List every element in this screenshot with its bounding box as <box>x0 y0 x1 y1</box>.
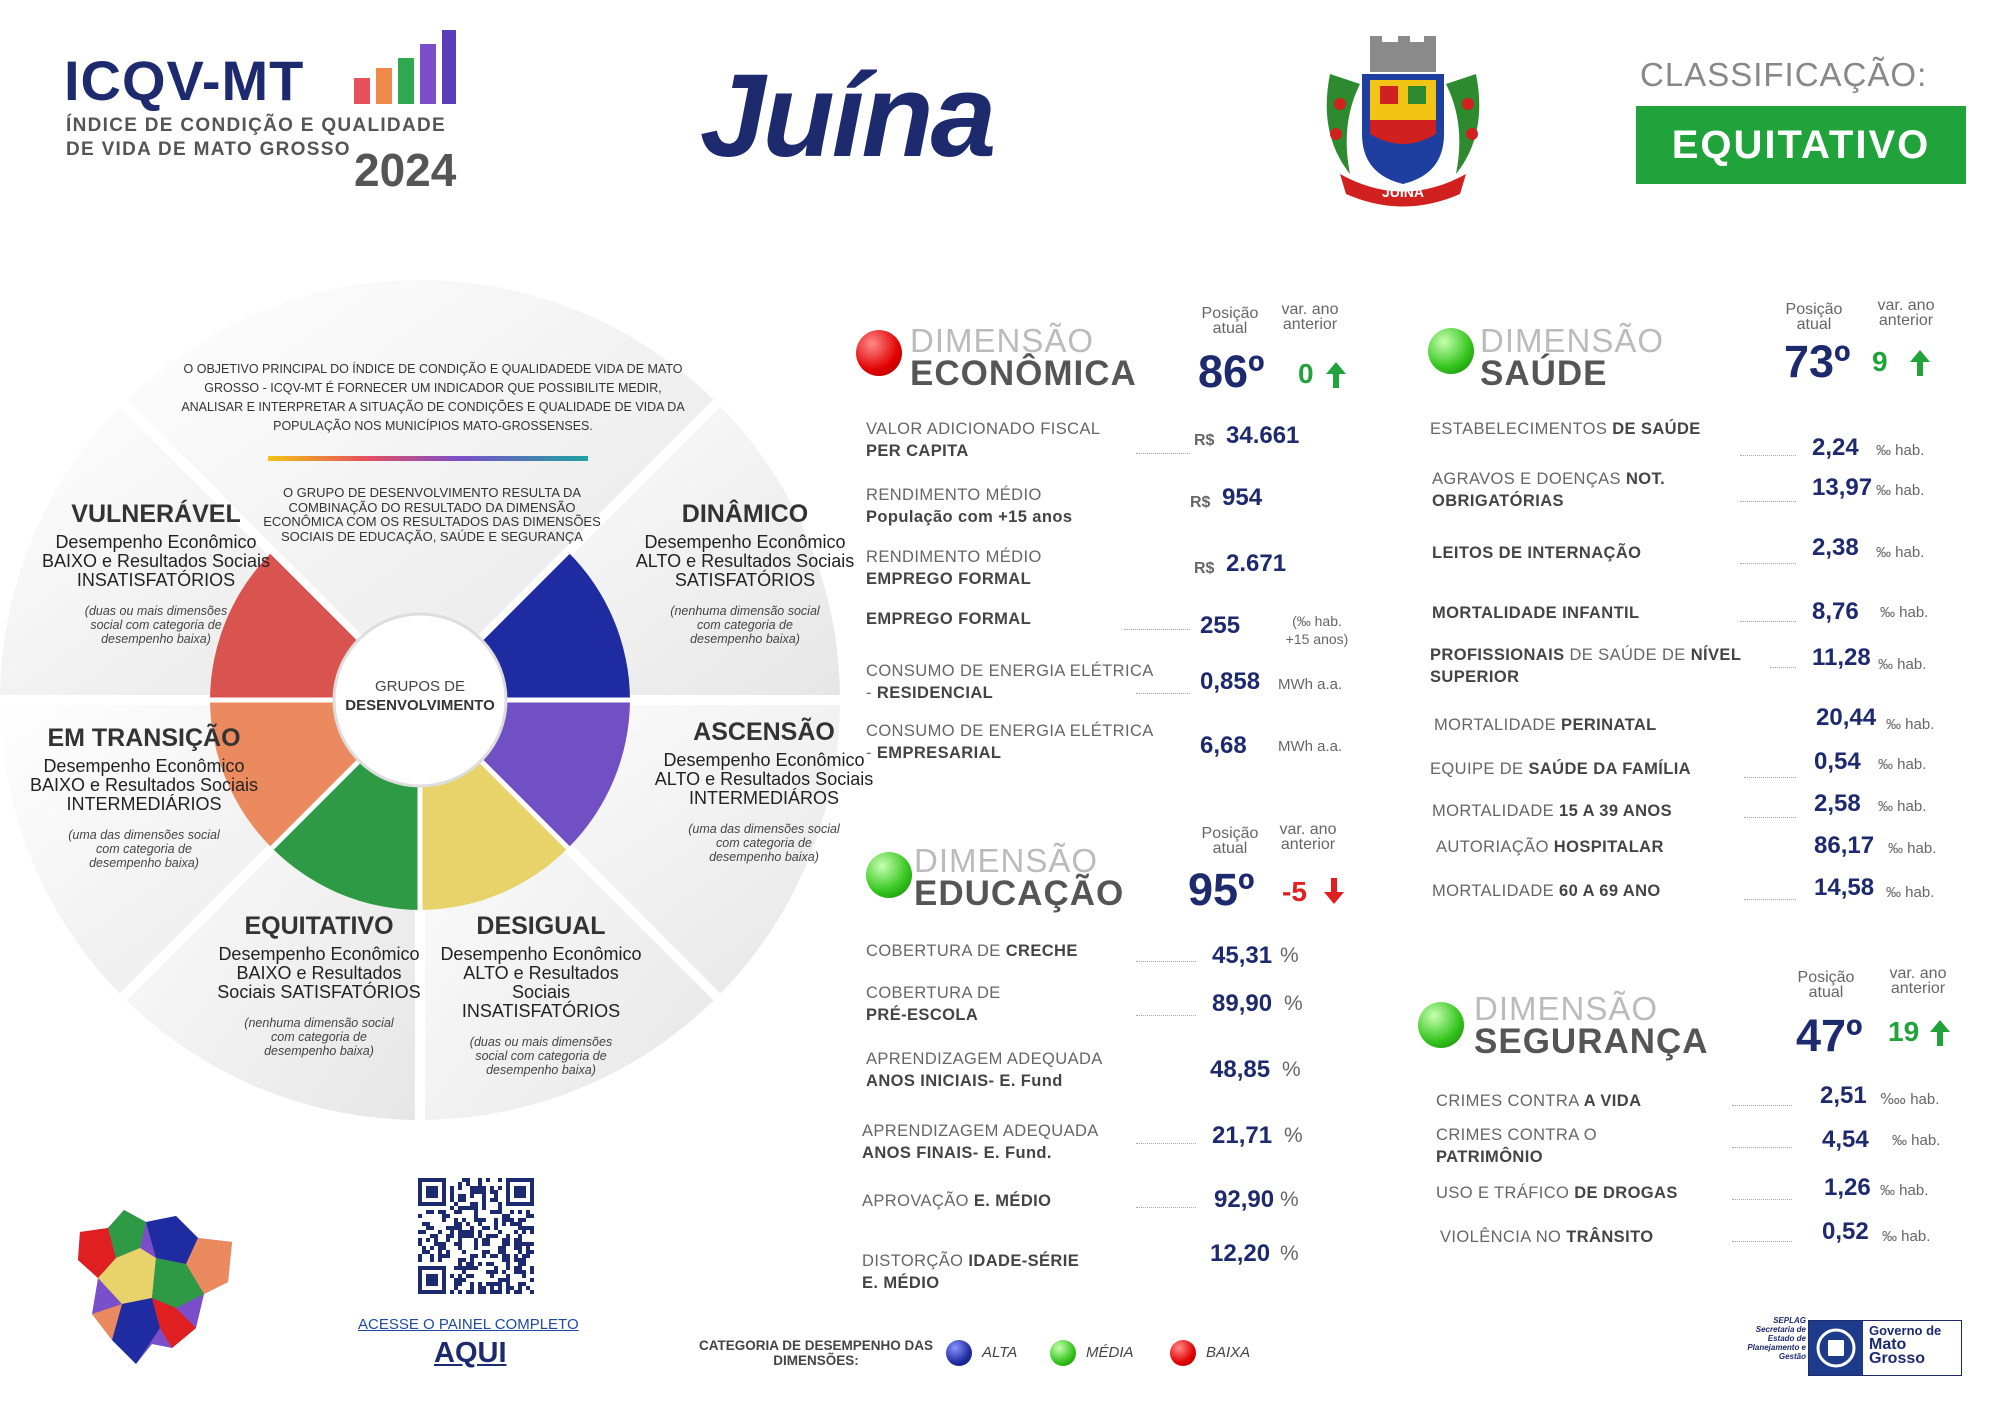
brand-title: ICQV-MT <box>64 49 305 112</box>
edu-row-5-unit: % <box>1280 1188 1299 1211</box>
rainbow-divider <box>268 456 588 461</box>
edu-row-4-unit: % <box>1284 1124 1303 1147</box>
desigual-desc: Desempenho Econômico ALTO e Resultados Sociais INSATISFATÓRIOS <box>440 944 642 1021</box>
sau-row-5-unit: ‰ hab. <box>1878 656 1927 673</box>
economica-dimensao-word: DIMENSÃO <box>910 322 1095 359</box>
sau-row-8-leader <box>1744 816 1796 818</box>
seg-row-2-value: 4,54 <box>1822 1126 1869 1153</box>
edu-row-2-label: COBERTURA DE PRÉ-ESCOLA <box>866 984 1001 1024</box>
eco-row-2-value: 954 <box>1222 484 1263 511</box>
edu-row-3-value: 48,85 <box>1210 1056 1271 1083</box>
gov-logo-box <box>1808 1320 1962 1376</box>
legend-title: CATEGORIA DE DESEMPENHO DAS DIMENSÕES: <box>698 1338 934 1368</box>
edu-row-6-label: DISTORÇÃO IDADE-SÉRIE E. MÉDIO <box>862 1252 1080 1292</box>
wheel-center-line2: DESENVOLVIMENTO <box>345 697 495 714</box>
sau-row-4-leader <box>1740 620 1796 622</box>
brand-subtitle: ÍNDICE DE CONDIÇÃO E QUALIDADE DE VIDA DE MATO GROSSO <box>66 115 446 160</box>
vulneravel-title: VULNERÁVEL <box>71 500 241 528</box>
eco-row-5-leader <box>1136 692 1190 694</box>
city-crest-icon <box>1310 34 1496 208</box>
economica-var: 0 <box>1298 358 1314 389</box>
legend-baixa-label: BAIXA <box>1206 1344 1251 1361</box>
seg-row-1-unit: ‱ hab. <box>1880 1091 1940 1108</box>
seg-row-3-value: 1,26 <box>1824 1174 1871 1201</box>
gov-seal-icon <box>1809 1321 1863 1375</box>
sau-row-4-value: 8,76 <box>1812 598 1859 625</box>
saude-dimensao-word: DIMENSÃO <box>1480 322 1665 359</box>
seguranca-posicao-label: Posição atual <box>1797 969 1855 1001</box>
label-desigual <box>436 912 646 1077</box>
brand-bars-icon <box>352 28 458 106</box>
sau-row-2-value: 13,97 <box>1812 474 1873 501</box>
seg-row-4-leader <box>1732 1240 1792 1242</box>
sau-row-1-unit: ‰ hab. <box>1876 442 1925 459</box>
seplag-text: SEPLAG Secretaria de Estado de Planejamento e Gestão <box>1747 1316 1806 1361</box>
dinamico-title: DINÂMICO <box>681 500 809 528</box>
vulneravel-note: (duas ou mais dimensões social com categoria de desempenho baixa) <box>84 604 228 646</box>
edu-row-1-unit: % <box>1280 944 1299 967</box>
label-transicao <box>24 724 264 870</box>
legend-baixa-dot <box>1170 1340 1196 1366</box>
dinamico-desc: Desempenho Econômico ALTO e Resultados Sociais SATISFATÓRIOS <box>635 532 855 590</box>
seg-row-2-label: CRIMES CONTRA O PATRIMÔNIO <box>1436 1126 1597 1166</box>
eco-row-5-label: CONSUMO DE ENERGIA ELÉTRICA - RESIDENCIAL <box>866 662 1154 702</box>
eco-row-1-label: VALOR ADICIONADO FISCAL PER CAPITA <box>866 420 1101 460</box>
educacao-var: -5 <box>1282 876 1307 907</box>
edu-row-2-leader <box>1136 1014 1196 1016</box>
eco-row-4-leader <box>1124 628 1190 630</box>
eco-row-2-label: RENDIMENTO MÉDIO População com +15 anos <box>866 486 1073 526</box>
edu-row-1-value: 45,31 <box>1212 942 1273 969</box>
mato-grosso-map-icon <box>76 1208 236 1370</box>
ascensao-desc: Desempenho Econômico ALTO e Resultados Sociais INTERMEDIÁROS <box>654 750 874 808</box>
seg-row-3-leader <box>1732 1198 1792 1200</box>
saude-var-label: var. ano anterior <box>1877 297 1935 329</box>
desigual-note: (duas ou mais dimensões social com categoria de desempenho baixa) <box>469 1035 613 1077</box>
legend-alta-label: ALTA <box>982 1344 1018 1361</box>
equitativo-desc: Desempenho Econômico BAIXO e Resultados Sociais SATISFATÓRIOS <box>217 944 421 1002</box>
seg-row-1-label: CRIMES CONTRA A VIDA <box>1436 1092 1642 1110</box>
label-ascensao <box>644 718 884 864</box>
wheel-intro-text: O OBJETIVO PRINCIPAL DO ÍNDICE DE CONDIÇÃO E QUALIDADEDE VIDA DE MATO GROSSO - ICQV-MT É FORNECER UM INDICADOR QUE POSSIBILITE MEDIR, ANALISAR E INTERPRETAR A SITUAÇÃO DE CONDIÇÕES E QUALIDADE DE VIDA DA POPULAÇÃO NOS MUNICÍPIOS MATO-GROSSENSES. <box>181 362 685 433</box>
sau-row-3-value: 2,38 <box>1812 534 1859 561</box>
seg-row-4-label: VIOLÊNCIA NO TRÂNSITO <box>1440 1228 1654 1246</box>
edu-row-6-unit: % <box>1280 1242 1299 1265</box>
seguranca-rank: 47º <box>1796 1010 1863 1061</box>
saude-status-dot <box>1428 328 1474 374</box>
eco-row-1-value: 34.661 <box>1226 422 1300 449</box>
sau-row-7-leader <box>1744 776 1796 778</box>
transicao-title: EM TRANSIÇÃO <box>47 724 241 752</box>
seguranca-status-dot <box>1418 1002 1464 1048</box>
educacao-rank: 95º <box>1188 864 1255 915</box>
edu-row-5-value: 92,90 <box>1214 1186 1275 1213</box>
educacao-title: EDUCAÇÃO <box>914 874 1125 913</box>
qr-code-icon[interactable] <box>418 1178 534 1294</box>
sau-row-9-value: 86,17 <box>1814 832 1875 859</box>
edu-row-4-leader <box>1136 1142 1196 1144</box>
saude-title: SAÚDE <box>1480 354 1608 393</box>
eco-row-3-value: 2.671 <box>1226 550 1287 577</box>
edu-row-3-unit: % <box>1282 1058 1301 1081</box>
edu-row-6-value: 12,20 <box>1210 1240 1271 1267</box>
arrow-down-icon <box>1322 876 1346 906</box>
edu-row-2-unit: % <box>1284 992 1303 1015</box>
label-vulneravel <box>40 500 272 646</box>
economica-rank: 86º <box>1198 346 1265 397</box>
edu-row-1-leader <box>1136 960 1196 962</box>
sau-row-4-label: MORTALIDADE INFANTIL <box>1432 604 1640 622</box>
sau-row-6-unit: ‰ hab. <box>1886 716 1935 733</box>
sau-row-5-label: PROFISSIONAIS DE SAÚDE DE NÍVEL SUPERIOR <box>1430 646 1742 686</box>
eco-row-4-unit: (‰ hab. +15 anos) <box>1285 613 1349 647</box>
sau-row-7-unit: ‰ hab. <box>1878 756 1927 773</box>
sau-row-6-value: 20,44 <box>1816 704 1877 731</box>
educacao-status-dot <box>866 852 912 898</box>
seg-row-4-value: 0,52 <box>1822 1218 1869 1245</box>
educacao-dimensao-word: DIMENSÃO <box>914 842 1099 879</box>
seg-row-1-value: 2,51 <box>1820 1082 1867 1109</box>
sau-row-6-label: MORTALIDADE PERINATAL <box>1434 716 1657 734</box>
transicao-note: (uma das dimensões social com categoria de desempenho baixa) <box>68 828 220 870</box>
legend-alta-dot <box>946 1340 972 1366</box>
eco-row-3-currency: R$ <box>1194 560 1215 577</box>
seguranca-var: 19 <box>1888 1016 1920 1047</box>
sau-row-2-unit: ‰ hab. <box>1876 482 1925 499</box>
label-equitativo <box>214 912 424 1058</box>
sau-row-7-label: EQUIPE DE SAÚDE DA FAMÍLIA <box>1430 760 1691 778</box>
seg-row-2-leader <box>1732 1146 1792 1148</box>
edu-row-5-leader <box>1136 1206 1196 1208</box>
transicao-desc: Desempenho Econômico BAIXO e Resultados Sociais INTERMEDIÁRIOS <box>29 756 259 814</box>
seg-row-2-unit: ‰ hab. <box>1892 1132 1941 1149</box>
sau-row-3-label: LEITOS DE INTERNAÇÃO <box>1432 544 1642 562</box>
sau-row-10-label: MORTALIDADE 60 A 69 ANO <box>1432 882 1661 900</box>
classification-label: CLASSIFICAÇÃO: <box>1640 56 1928 93</box>
arrow-up-icon <box>1928 1018 1952 1048</box>
eco-row-5-unit: MWh a.a. <box>1278 676 1343 693</box>
eco-row-1-leader <box>1136 452 1190 454</box>
arrow-up-icon <box>1908 348 1932 378</box>
ascensao-note: (uma das dimensões social com categoria de desempenho baixa) <box>688 822 840 864</box>
edu-row-4-value: 21,71 <box>1212 1122 1273 1149</box>
sau-row-3-leader <box>1740 562 1796 564</box>
edu-row-3-label: APRENDIZAGEM ADEQUADA ANOS INICIAIS- E. Fund <box>866 1050 1103 1090</box>
eco-row-5-value: 0,858 <box>1200 668 1261 695</box>
sau-row-9-unit: ‰ hab. <box>1888 840 1937 857</box>
edu-row-2-value: 89,90 <box>1212 990 1273 1017</box>
sau-row-7-value: 0,54 <box>1814 748 1861 775</box>
sau-row-10-value: 14,58 <box>1814 874 1875 901</box>
sau-row-10-leader <box>1744 898 1796 900</box>
economica-posicao-label: Posição atual <box>1201 305 1259 337</box>
educacao-var-label: var. ano anterior <box>1279 821 1337 853</box>
equitativo-note: (nenhuma dimensão social com categoria de desempenho baixa) <box>244 1016 394 1058</box>
saude-posicao-label: Posição atual <box>1785 301 1843 333</box>
label-dinamico <box>630 500 860 646</box>
eco-row-6-unit: MWh a.a. <box>1278 738 1343 755</box>
sau-row-5-leader <box>1770 666 1796 668</box>
sau-row-3-unit: ‰ hab. <box>1876 544 1925 561</box>
eco-row-3-label: RENDIMENTO MÉDIO EMPREGO FORMAL <box>866 548 1042 588</box>
seg-row-1-leader <box>1732 1104 1792 1106</box>
sau-row-4-unit: ‰ hab. <box>1880 604 1929 621</box>
seg-row-3-label: USO E TRÁFICO DE DROGAS <box>1436 1184 1678 1202</box>
sau-row-1-label: ESTABELECIMENTOS DE SAÚDE <box>1430 420 1701 438</box>
brand-year: 2024 <box>354 144 457 196</box>
edu-row-5-label: APROVAÇÃO E. MÉDIO <box>862 1192 1052 1210</box>
arrow-up-icon <box>1324 360 1348 390</box>
sau-row-5-value: 11,28 <box>1812 644 1871 671</box>
gov-name: Governo de Mato Grosso <box>1869 1323 1942 1367</box>
sau-row-2-leader <box>1740 500 1796 502</box>
equitativo-title: EQUITATIVO <box>244 912 394 940</box>
seguranca-title: SEGURANÇA <box>1474 1022 1709 1061</box>
sau-row-2-label: AGRAVOS E DOENÇAS NOT. OBRIGATÓRIAS <box>1432 470 1666 510</box>
wheel-group-text: O GRUPO DE DESENVOLVIMENTO RESULTA DA COMBINAÇÃO DO RESULTADO DA DIMENSÃO ECONÔMICA COM OS RESULTADOS DAS DIMENSÕES SOCIAIS DE EDUCAÇÃO, SAÚDE E SEGURANÇA <box>263 485 601 544</box>
legend-media-label: MÉDIA <box>1086 1344 1134 1361</box>
wheel-center-line1: GRUPOS DE <box>374 678 466 695</box>
sau-row-8-label: MORTALIDADE 15 A 39 ANOS <box>1432 802 1673 820</box>
educacao-posicao-label: Posição atual <box>1201 825 1259 857</box>
ascensao-title: ASCENSÃO <box>693 718 835 746</box>
eco-row-6-label: CONSUMO DE ENERGIA ELÉTRICA - EMPRESARIAL <box>866 722 1154 762</box>
sau-row-8-unit: ‰ hab. <box>1878 798 1927 815</box>
aqui-link[interactable]: AQUI <box>434 1337 507 1369</box>
sau-row-8-value: 2,58 <box>1814 790 1861 817</box>
vulneravel-desc: Desempenho Econômico BAIXO e Resultados Sociais INSATISFATÓRIOS <box>41 532 271 590</box>
sau-row-9-label: AUTORIAÇÃO HOSPITALAR <box>1436 838 1664 856</box>
economica-var-label: var. ano anterior <box>1281 301 1339 333</box>
eco-row-2-currency: R$ <box>1190 494 1211 511</box>
sau-row-1-leader <box>1740 454 1796 456</box>
eco-row-4-value: 255 <box>1200 612 1241 639</box>
seguranca-var-label: var. ano anterior <box>1889 965 1947 997</box>
seg-row-3-unit: ‰ hab. <box>1880 1182 1929 1199</box>
eco-row-6-value: 6,68 <box>1200 732 1247 759</box>
sau-row-10-unit: ‰ hab. <box>1886 884 1935 901</box>
edu-row-4-label: APRENDIZAGEM ADEQUADA ANOS FINAIS- E. Fund. <box>862 1122 1099 1162</box>
desigual-title: DESIGUAL <box>476 912 606 940</box>
saude-rank: 73º <box>1784 336 1851 387</box>
classification-badge: EQUITATIVO <box>1636 106 1966 184</box>
edu-row-1-label: COBERTURA DE CRECHE <box>866 942 1078 960</box>
eco-row-1-currency: R$ <box>1194 432 1215 449</box>
panel-link[interactable]: ACESSE O PAINEL COMPLETO <box>358 1316 579 1333</box>
eco-row-4-label: EMPREGO FORMAL <box>866 610 1032 628</box>
seguranca-dimensao-word: DIMENSÃO <box>1474 990 1659 1027</box>
legend-media-dot <box>1050 1340 1076 1366</box>
dinamico-note: (nenhuma dimensão social com categoria de desempenho baixa) <box>670 604 820 646</box>
economica-title: ECONÔMICA <box>910 354 1137 393</box>
city-name: Juína <box>700 50 994 182</box>
seg-row-4-unit: ‰ hab. <box>1882 1228 1931 1245</box>
economica-status-dot <box>856 330 902 376</box>
sau-row-1-value: 2,24 <box>1812 434 1859 461</box>
crest-banner: JUÍNA <box>1381 184 1425 200</box>
saude-var: 9 <box>1872 346 1888 377</box>
